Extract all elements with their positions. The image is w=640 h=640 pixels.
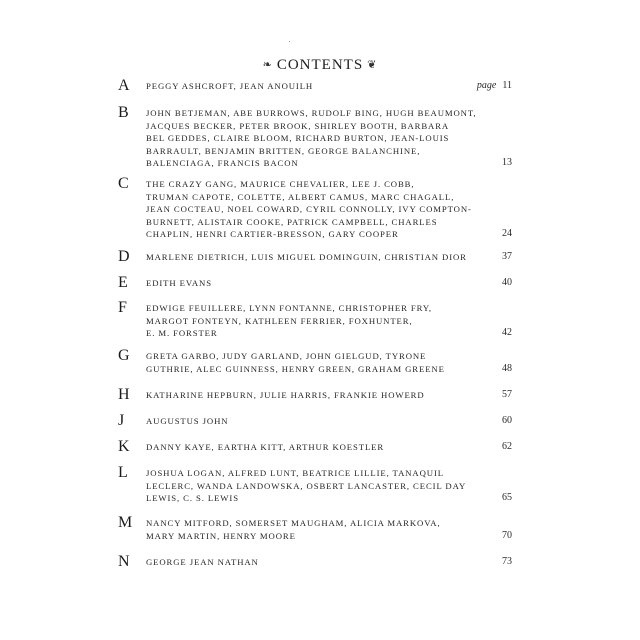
names-line: TRUMAN CAPOTE, COLETTE, ALBERT CAMUS, MARC CHAGALL, bbox=[146, 191, 455, 202]
names-line: BARRAULT, BENJAMIN BRITTEN, GEORGE BALANCHINE, bbox=[146, 145, 421, 156]
title-text: CONTENTS bbox=[276, 57, 364, 73]
names-line: BEL GEDDES, CLAIRE BLOOM, RICHARD BURTON, JEAN-LOUIS bbox=[146, 133, 450, 144]
page-number-value: 70 bbox=[502, 529, 512, 541]
entry-names bbox=[146, 350, 476, 375]
section-letter: L bbox=[118, 464, 128, 481]
entry-names bbox=[146, 415, 476, 428]
page-number-value: 48 bbox=[502, 362, 512, 374]
names-line: MARGOT FONTEYN, KATHLEEN FERRIER, FOXHUNTER, bbox=[146, 315, 413, 326]
entry-names bbox=[146, 467, 476, 505]
names-line: JACQUES BECKER, PETER BROOK, SHIRLEY BOOTH, BARBARA bbox=[146, 120, 450, 131]
names-line: KATHARINE HEPBURN, JULIE HARRIS, FRANKIE HOWERD bbox=[146, 390, 425, 400]
page-number-value: 24 bbox=[502, 228, 512, 240]
names-line: GEORGE JEAN NATHAN bbox=[146, 557, 259, 567]
section-letter: F bbox=[118, 299, 127, 316]
entry-names bbox=[146, 302, 476, 340]
names-line: EDWIGE FEUILLERE, LYNN FONTANNE, CHRISTOPHER FRY, bbox=[146, 303, 432, 313]
section-letter: M bbox=[118, 514, 133, 531]
page-number bbox=[502, 327, 512, 338]
names-line: CHAPLIN, HENRI CARTIER-BRESSON, GARY COOPER bbox=[146, 229, 399, 240]
names-line: E. M. FORSTER bbox=[146, 328, 218, 339]
entry-names bbox=[146, 277, 476, 290]
entry-names bbox=[146, 441, 476, 454]
right-fleuron-icon: ❦ bbox=[367, 59, 378, 71]
entry-names bbox=[146, 80, 476, 93]
page-number bbox=[502, 389, 512, 400]
paper-speck bbox=[289, 41, 290, 42]
section-letter: K bbox=[118, 438, 130, 455]
section-letter: C bbox=[118, 175, 129, 192]
page-title bbox=[0, 57, 640, 74]
names-line: AUGUSTUS JOHN bbox=[146, 416, 229, 426]
page-number bbox=[502, 530, 512, 541]
page-number bbox=[502, 228, 512, 239]
names-line: NANCY MITFORD, SOMERSET MAUGHAM, ALICIA MARKOVA, bbox=[146, 518, 441, 528]
page-number bbox=[477, 80, 512, 91]
left-fleuron-icon: ❧ bbox=[262, 59, 273, 71]
names-line: MARY MARTIN, HENRY MOORE bbox=[146, 530, 296, 541]
page-number-value: 62 bbox=[502, 441, 512, 452]
names-line: JOSHUA LOGAN, ALFRED LUNT, BEATRICE LILLIE, TANAQUIL bbox=[146, 468, 444, 478]
names-line: PEGGY ASHCROFT, JEAN ANOUILH bbox=[146, 81, 314, 91]
section-letter: B bbox=[118, 104, 129, 121]
names-line: DANNY KAYE, EARTHA KITT, ARTHUR KOESTLER bbox=[146, 442, 385, 452]
page-number-value: 57 bbox=[502, 389, 512, 400]
page-number-value: 73 bbox=[502, 556, 512, 567]
section-letter: J bbox=[118, 412, 125, 429]
names-line: JEAN COCTEAU, NOEL COWARD, CYRIL CONNOLLY, IVY COMPTON- bbox=[146, 204, 472, 215]
section-letter: A bbox=[118, 77, 130, 94]
page-number-value: 11 bbox=[502, 80, 512, 91]
names-line: LECLERC, WANDA LANDOWSKA, OSBERT LANCASTER, CECIL DAY bbox=[146, 480, 467, 491]
entry-names bbox=[146, 517, 476, 542]
page-number bbox=[502, 492, 512, 503]
entry-names bbox=[146, 251, 476, 264]
page-number-value: 40 bbox=[502, 277, 512, 288]
page-number-value: 42 bbox=[502, 327, 512, 339]
names-line: MARLENE DIETRICH, LUIS MIGUEL DOMINGUIN, CHRISTIAN DIOR bbox=[146, 252, 467, 262]
page-word: page bbox=[476, 80, 497, 91]
entry-names bbox=[146, 389, 476, 402]
page-number bbox=[502, 157, 512, 168]
page-number bbox=[502, 277, 512, 288]
names-line: EDITH EVANS bbox=[146, 278, 212, 288]
page-number bbox=[502, 251, 512, 262]
page-number bbox=[502, 556, 512, 567]
section-letter: N bbox=[118, 553, 130, 570]
page-number-value: 60 bbox=[502, 415, 512, 426]
page-number-value: 65 bbox=[502, 492, 512, 504]
names-line: BALENCIAGA, FRANCIS BACON bbox=[146, 158, 299, 169]
page-number-value: 13 bbox=[502, 157, 512, 169]
names-line: LEWIS, C. S. LEWIS bbox=[146, 493, 239, 504]
names-line: GUTHRIE, ALEC GUINNESS, HENRY GREEN, GRAHAM GREENE bbox=[146, 363, 445, 374]
section-letter: E bbox=[118, 274, 128, 291]
names-line: BURNETT, ALISTAIR COOKE, PATRICK CAMPBELL, CHARLES bbox=[146, 216, 438, 227]
entry-names bbox=[146, 178, 476, 241]
names-line: THE CRAZY GANG, MAURICE CHEVALIER, LEE J. COBB, bbox=[146, 179, 415, 189]
section-letter: D bbox=[118, 248, 130, 265]
page-number bbox=[502, 363, 512, 374]
page-number bbox=[502, 441, 512, 452]
entry-names bbox=[146, 107, 476, 170]
entry-names bbox=[146, 556, 476, 569]
section-letter: G bbox=[118, 347, 130, 364]
page-number-value: 37 bbox=[502, 251, 512, 262]
names-line: GRETA GARBO, JUDY GARLAND, JOHN GIELGUD, TYRONE bbox=[146, 351, 427, 361]
page-number bbox=[502, 415, 512, 426]
section-letter: H bbox=[118, 386, 130, 403]
names-line: JOHN BETJEMAN, ABE BURROWS, RUDOLF BING, HUGH BEAUMONT, bbox=[146, 108, 477, 118]
